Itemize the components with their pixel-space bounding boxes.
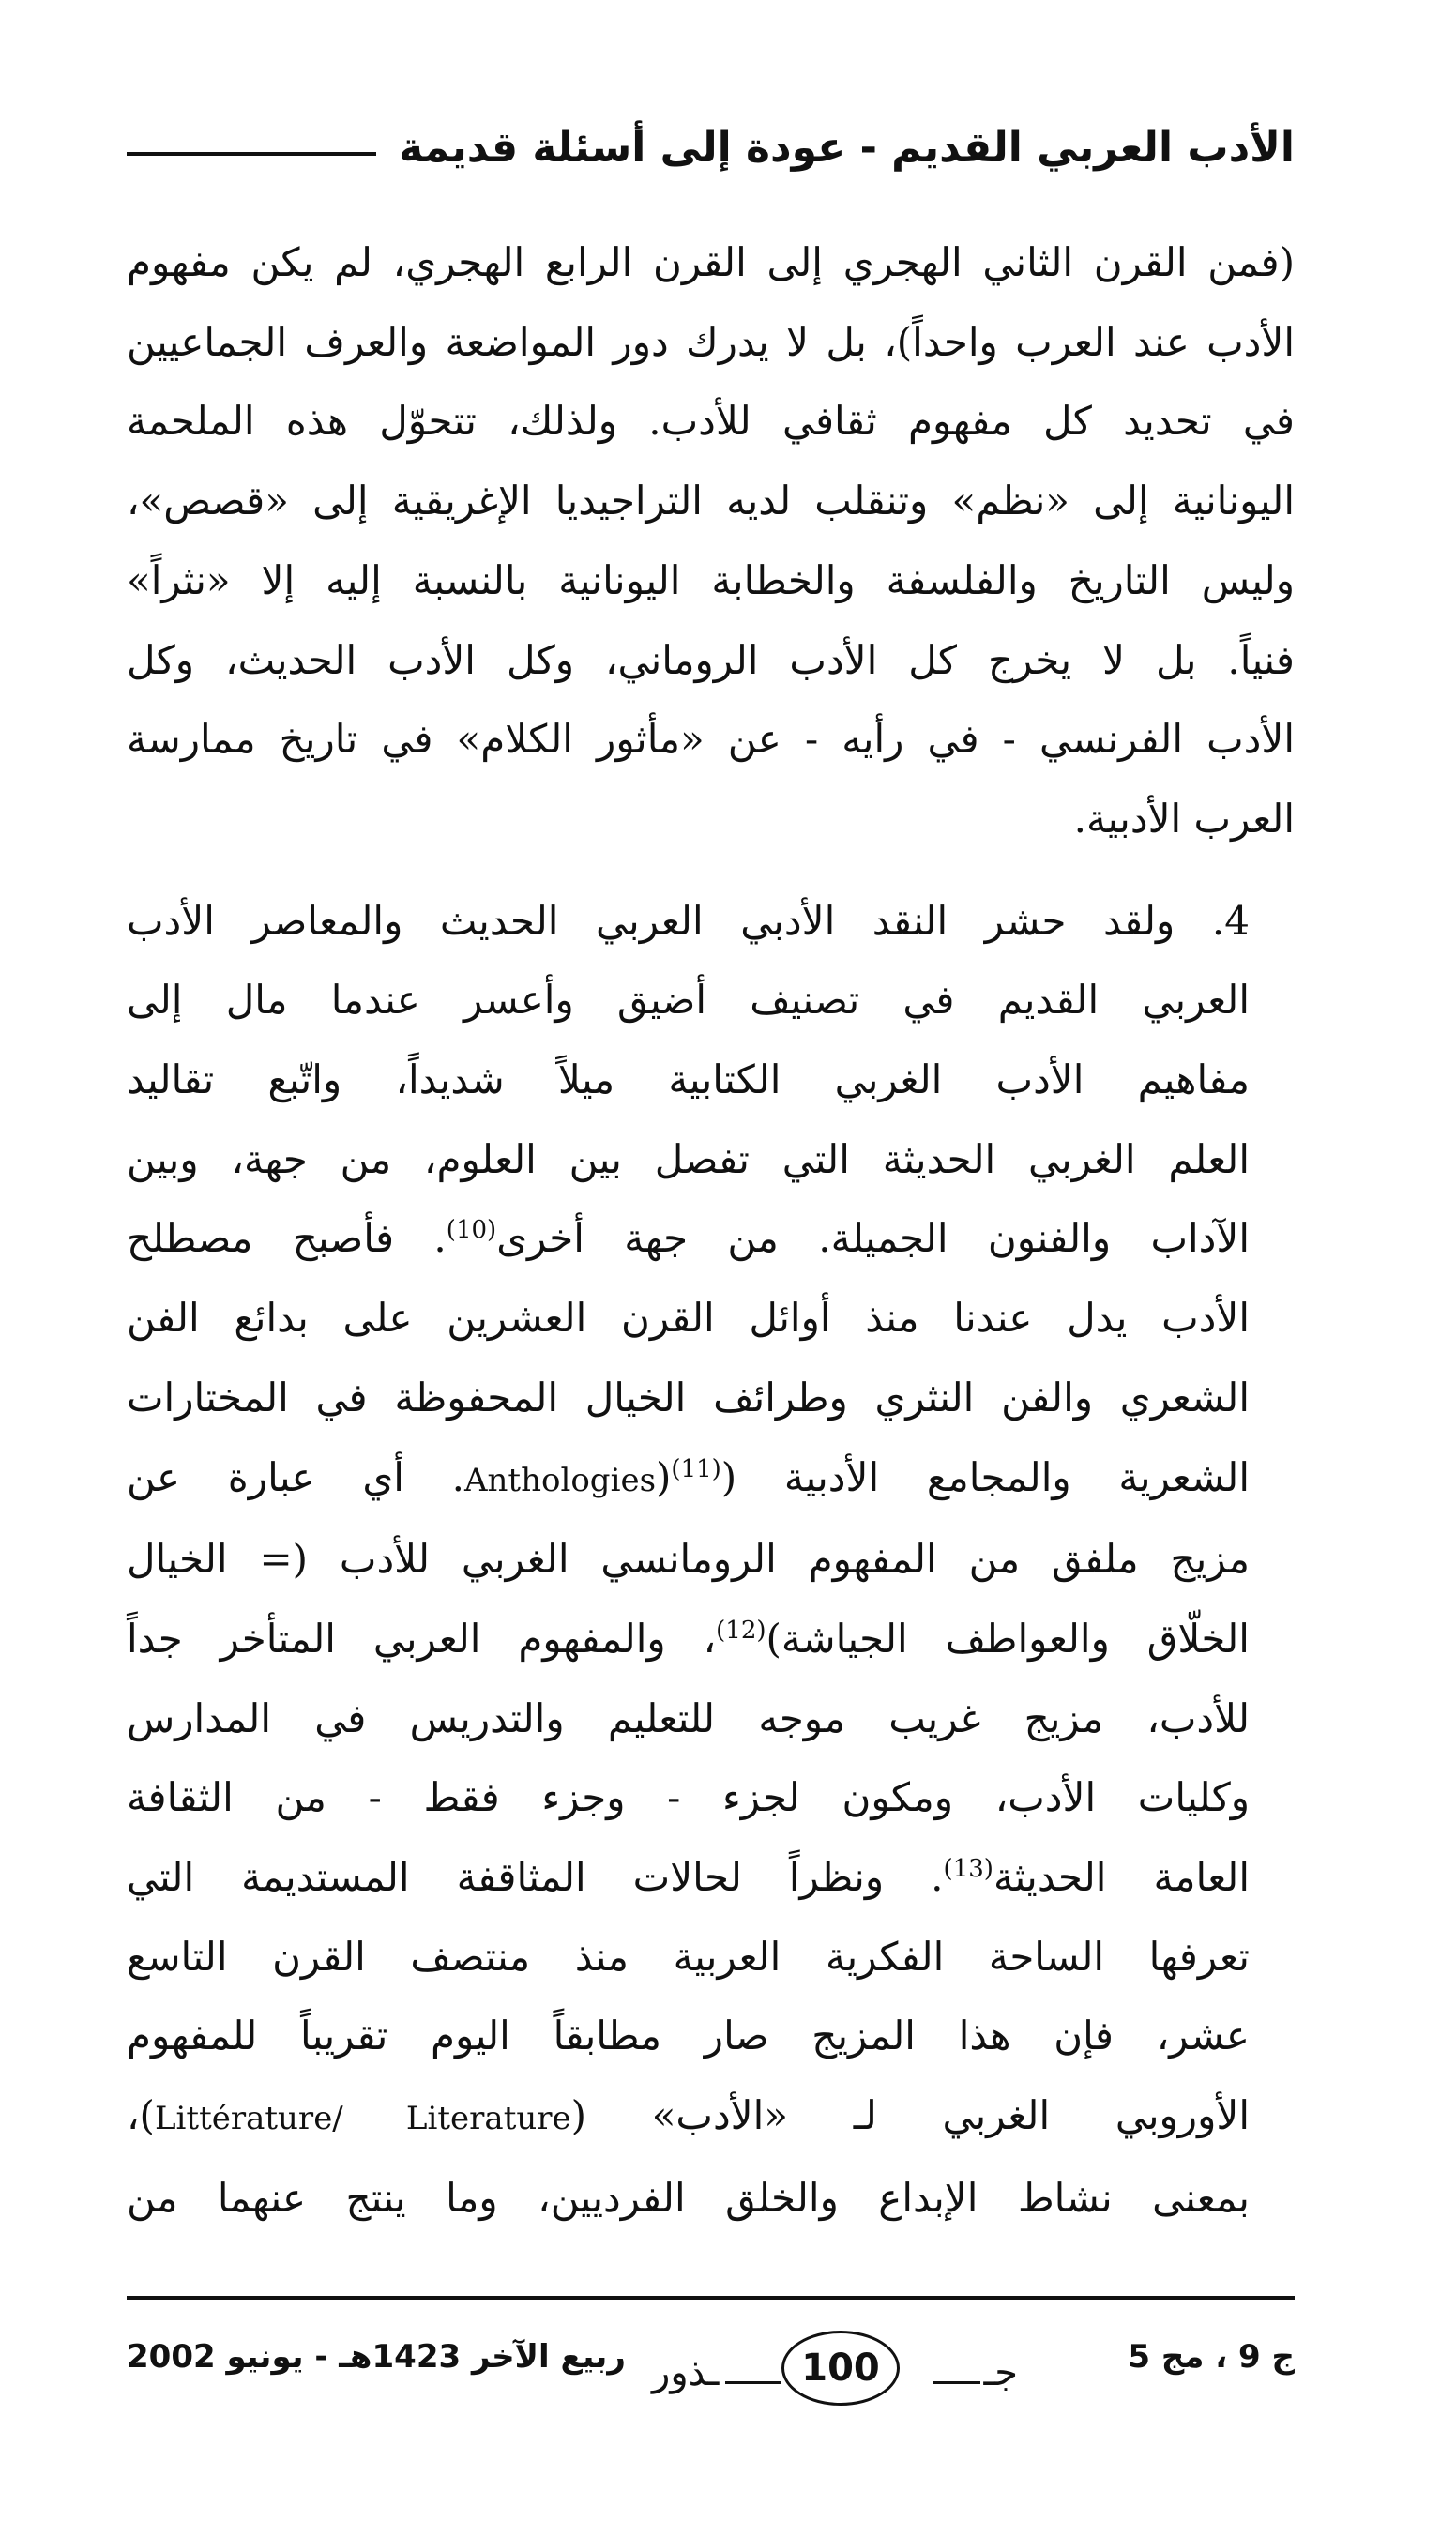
text-segment: الخلّاق والعواطف الجياشة) <box>766 1615 1250 1662</box>
footnote-ref: (11) <box>671 1454 721 1483</box>
body-text <box>127 223 1295 2239</box>
text-line: فنياً. بل لا يخرج كل الأدب الروماني، وكل الأدب الحديث، وكل <box>127 636 1295 683</box>
header-rule <box>127 152 376 156</box>
text-segment: العامة الحديثة <box>993 1854 1250 1901</box>
latin-term: Littérature/ Literature <box>154 2100 571 2138</box>
page-number: 100 <box>781 2331 900 2406</box>
text-segment: )، <box>127 2092 155 2139</box>
text-line: مفاهيم الأدب الغربي الكتابية ميلاً شديداً، واتّبع تقاليد <box>127 1056 1250 1103</box>
text-line: وكليات الأدب، ومكون لجزء - وجزء فقط - من الثقافة <box>127 1774 1250 1821</box>
running-title: الأدب العربي القديم - عودة إلى أسئلة قديمة <box>399 123 1295 172</box>
journal-stroke <box>725 2381 781 2384</box>
footnote-ref: (10) <box>446 1216 497 1245</box>
journal-stroke <box>933 2381 980 2384</box>
text-line: الأدب الفرنسي - في رأيه - عن «مأثور الكلام» في تاريخ ممارسة <box>127 716 1295 763</box>
text-segment: ) <box>656 1453 672 1500</box>
page-footer <box>127 2312 1295 2424</box>
text-line: العلم الغربي الحديثة التي تفصل بين العلوم، من جهة، وبين <box>127 1135 1250 1182</box>
text-line: وليس التاريخ والفلسفة والخطابة اليونانية بالنسبة إليه إلا «نثراً» <box>127 556 1295 603</box>
footer-rule <box>127 2296 1295 2300</box>
text-line: في تحديد كل مفهوم ثقافي للأدب. ولذلك، تتحوّل هذه الملحمة <box>127 398 1295 445</box>
paragraph-continued <box>127 223 1295 859</box>
text-line: تعرفها الساحة الفكرية العربية منذ منتصف القرن التاسع <box>127 1933 1250 1980</box>
issue-date: ربيع الآخر 1423هـ - يونيو 2002 <box>127 2338 626 2376</box>
volume-issue: ج 9 ، مج 5 <box>1128 2338 1295 2376</box>
journal-name-start: جـ <box>983 2351 1018 2394</box>
text-line: مزيج ملفق من المفهوم الرومانسي الغربي للأدب (= الخيال <box>127 1536 1250 1583</box>
text-line: للأدب، مزيج غريب موجه للتعليم والتدريس في المدارس <box>127 1694 1250 1741</box>
running-header <box>127 114 1295 180</box>
text-segment: الشعرية والمجامع الأدبية ( <box>720 1453 1250 1500</box>
journal-name-end: ـذور <box>652 2351 720 2394</box>
text-line: بمعنى نشاط الإبداع والخلق الفرديين، وما ينتج عنهما من <box>127 2174 1250 2221</box>
text-line <box>127 1438 1295 1521</box>
text-line: عشر، فإن هذا المزيج صار مطابقاً اليوم تقريباً للمفهوم <box>127 2013 1250 2059</box>
text-segment: . أي عبارة عن <box>127 1453 464 1500</box>
text-segment: . ونظراً لحالات المثاقفة المستديمة التي <box>127 1854 944 1901</box>
journal-emblem <box>652 2319 1027 2423</box>
text-segment: ، والمفهوم العربي المتأخر جداً <box>127 1615 717 1662</box>
text-line <box>127 1600 1295 1679</box>
text-segment: الأوروبي الغربي لـ «الأدب» ( <box>570 2092 1250 2139</box>
text-line: العرب الأدبية. <box>1073 795 1295 842</box>
text-line: اليونانية إلى «نظم» وتنقلب لديه التراجيديا الإغريقية إلى «قصص»، <box>127 478 1295 524</box>
text-line: 4. ولقد حشر النقد الأدبي العربي الحديث والمعاصر الأدب <box>127 897 1250 944</box>
text-line <box>127 2076 1295 2159</box>
text-segment: . فأصبح مصطلح <box>127 1215 447 1262</box>
footnote-ref: (13) <box>943 1855 993 1884</box>
footnote-ref: (12) <box>716 1616 766 1645</box>
text-line: الشعري والفن النثري وطرائف الخيال المحفوظة في المختارات <box>127 1374 1250 1421</box>
text-line: العربي القديم في تصنيف أضيق وأعسر عندما مال إلى <box>127 977 1250 1024</box>
latin-term: Anthologies <box>463 1461 657 1499</box>
text-segment: الآداب والفنون الجميلة. من جهة أخرى <box>496 1215 1250 1262</box>
text-line <box>127 1838 1295 1918</box>
paragraph-4 <box>127 882 1295 2239</box>
text-line: الأدب عند العرب واحداً)، بل لا يدرك دور المواضعة والعرف الجماعيين <box>127 318 1295 365</box>
text-line: الأدب يدل عندنا منذ أوائل القرن العشرين على بدائع الفن <box>127 1295 1250 1342</box>
text-line <box>127 1199 1295 1279</box>
text-line: (فمن القرن الثاني الهجري إلى القرن الرابع الهجري، لم يكن مفهوم <box>127 239 1295 285</box>
